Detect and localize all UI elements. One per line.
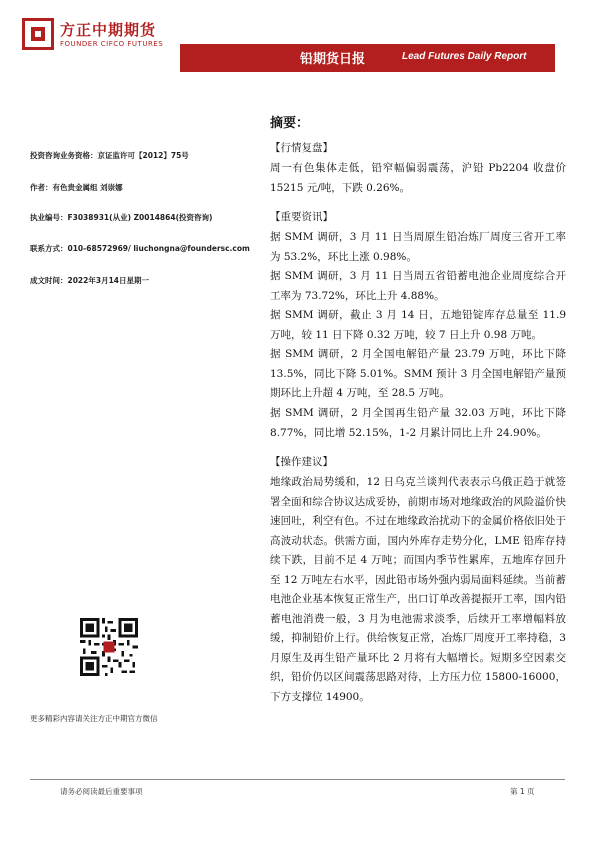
summary-title: 摘要： (270, 116, 310, 131)
news-item: 据 SMM 调研，3 月 11 日当周原生铅冶炼厂周度三省开工率为 53.2%，环比上涨 0.98%。 (270, 231, 566, 263)
company-name-en: FOUNDER CIFCO FUTURES (60, 40, 164, 48)
market-review-heading: 【行情复盘】 (270, 142, 333, 154)
news-item: 据 SMM 调研，3 月 11 日当周五省铅蓄电池企业周度综合开工率为 73.72%，环比上升 4.88%。 (270, 270, 566, 302)
company-logo (22, 18, 192, 52)
news-item: 据 SMM 调研，2 月全国再生铅产量 32.03 万吨，环比下降 8.77%，同比增 52.15%，1-2 月累计同比上升 24.90%。 (270, 407, 566, 439)
author-info: 作者：有色贵金属组 刘崇娜 (30, 183, 123, 192)
date-info: 成文时间：2022年3月14日星期一 (30, 276, 150, 285)
market-review-text: 周一有色集体走低，铅窄幅偏弱震荡，沪铅 Pb2204 收盘价 15215 元/吨，下跌 0.26%。 (270, 162, 566, 194)
advice-heading: 【操作建议】 (270, 456, 333, 468)
footer-notice: 请务必阅读最后重要事项 (60, 787, 143, 796)
license-info: 执业编号：F3038931(从业) Z0014864(投资咨询) (30, 213, 213, 222)
footer-divider (30, 779, 565, 780)
qr-caption: 更多精彩内容请关注方正中期官方微信 (30, 714, 158, 723)
page-number: 第 1 页 (510, 787, 535, 796)
qualification-info: 投资咨询业务资格：京证监许可【2012】75号 (30, 151, 189, 160)
news-item: 据 SMM 调研，截止 3 月 14 日，五地铅锭库存总量至 11.9 万吨，较 11 日下降 0.32 万吨，较 7 日上升 0.98 万吨。 (270, 309, 566, 341)
news-item: 据 SMM 调研，2 月全国电解铅产量 23.79 万吨，环比下降 13.5%，同比下降 5.01%。SMM 预计 3 月全国电解铅产量预期环比上升超 4 万吨，至 28.5 万吨。 (270, 348, 566, 399)
contact-info: 联系方式：010-68572969/ liuchongna@foundersc.com (30, 244, 250, 253)
news-heading: 【重要资讯】 (270, 211, 333, 223)
advice-text: 地缘政治局势缓和，12 日乌克兰谈判代表表示乌俄正趋于就签署全面和综合协议达成妥协，前期市场对地缘政治的风险溢价快速回吐，利空有色。不过在地缘政治扰动下的金属价格依旧处于高波动状态。供需方面，国内外库存走势分化，LME 铅库存持续下跌，目前不足 4 万吨；而国内季节性累库，五地库存回升至 12 万吨左右水平，因此铅市场外强内弱局面料延续。当前蓄电池企业基本恢复正常生产，出口订单改善提振开工率，国内铅蓄电池消费一般，3 月为电池需求淡季，后续开工率增幅料放缓，抑制铅价上行。供给恢复正常，冶炼厂周度开工率持稳，3 月原生及再生铅产量环比 2 月将有大幅增长。短期多空因素交织，铅价仍以区间震荡思路对待，上方压力位 15800-16000，下方支撑位 14900。 (270, 476, 566, 703)
company-name-cn: 方正中期期货 (60, 21, 157, 39)
logo-mark-icon (22, 18, 54, 50)
report-title-cn: 铅期货日报 (300, 52, 366, 67)
wechat-qr-code (80, 618, 138, 676)
report-title-en: Lead Futures Daily Report (402, 51, 527, 62)
